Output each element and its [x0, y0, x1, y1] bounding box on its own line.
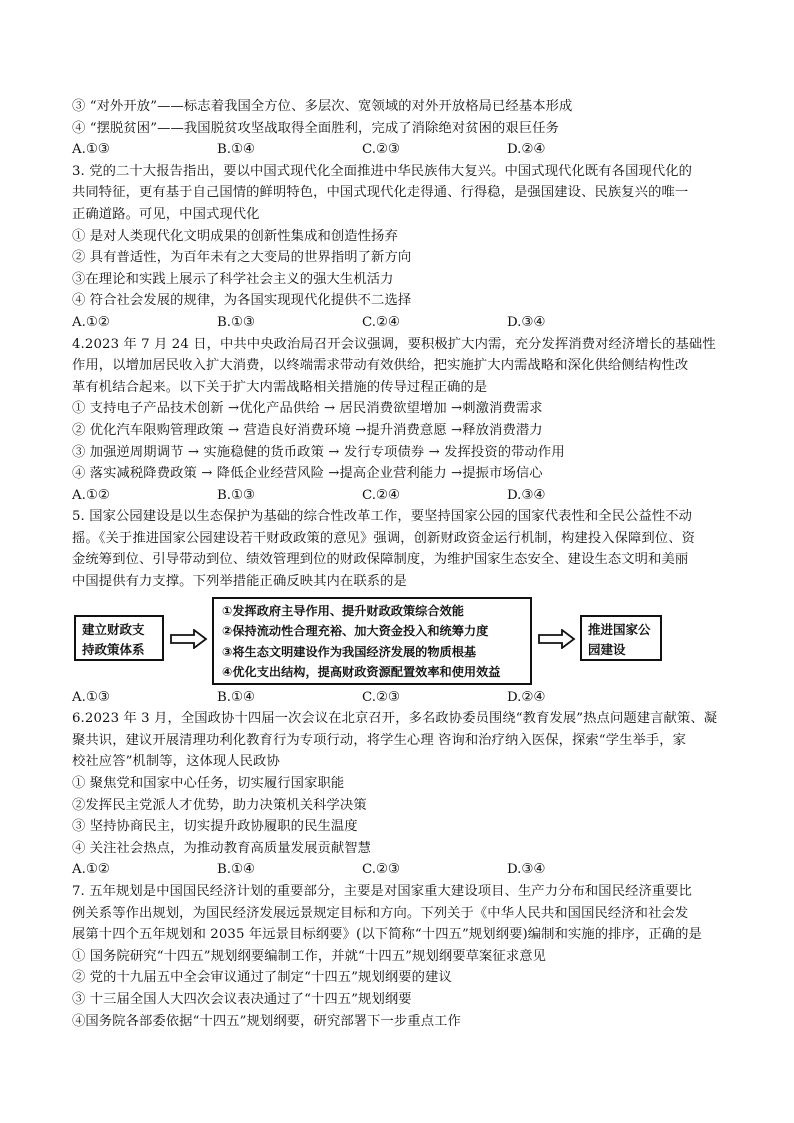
statement-item: ③ 加强逆周期调节 → 实施稳健的货币政策 → 发行专项债券 → 发挥投资的带动作用 — [72, 444, 565, 460]
question-stem: 展第十四个五年规划和 2035 年远景目标纲要》(以下简称“十四五”规划纲要)编制和实施的排序，正确的是 — [72, 927, 702, 943]
q2-options — [72, 139, 726, 161]
option-d[interactable]: D.③④ — [507, 487, 546, 503]
q4-options — [72, 485, 726, 507]
option-c[interactable]: C.②③ — [362, 862, 400, 878]
option-b[interactable]: B.①④ — [217, 689, 255, 705]
option-b[interactable]: B.①③ — [217, 314, 255, 330]
question-3 — [72, 161, 726, 334]
statement-item: ③ 坚持协商民主，切实提升政协履职的民生温度 — [72, 819, 358, 835]
question-stem: 4.2023 年 7 月 24 日，中共中央政治局召开会议强调，要积极扩大内需，充分发挥消费对经济增长的基础性 — [72, 336, 716, 352]
statement-item: ② 具有普适性，为百年未有之大变局的世界指明了新方向 — [72, 250, 412, 266]
statement-3-opening-up: ③ “对外开放”——标志着我国全方位、多层次、宽领域的对外开放格局已经基本形成 — [72, 99, 573, 114]
option-c[interactable]: C.②④ — [362, 314, 400, 330]
flow-measure-item: ④优化支出结构，提高财政资源配置效率和使用效益 — [222, 665, 501, 680]
flow-end-box: 推进国家公园建设 — [580, 615, 662, 661]
option-d[interactable]: D.③④ — [507, 314, 546, 330]
option-a[interactable]: A.①③ — [72, 142, 110, 158]
flow-measure-item: ③将生态文明建设作为我国经济发展的物质根基 — [222, 644, 477, 659]
question-stem: 革有机结合起来。以下关于扩大内需战略相关措施的传导过程正确的是 — [72, 379, 488, 395]
option-b[interactable]: B.①③ — [217, 487, 255, 503]
option-d[interactable]: D.③④ — [507, 862, 546, 878]
question-stem: 3. 党的二十大报告指出，要以中国式现代化全面推进中华民族伟大复兴。中国式现代化既有各国现代化的 — [72, 163, 693, 179]
question-stem: 中国提供有力支撑。下列举措能正确反映其内在联系的是 — [72, 574, 407, 590]
right-arrow-icon — [538, 629, 576, 649]
flow-measures-box — [212, 597, 532, 685]
question-stem: 摇。《关于推进国家公园建设若干财政政策的意见》强调，创新财政资金运行机制，构建投入保障到位、资 — [72, 530, 696, 546]
question-stem: 校社应答”机制等，这体现人民政协 — [72, 754, 280, 770]
option-c[interactable]: C.②③ — [362, 142, 400, 158]
option-b[interactable]: B.①④ — [217, 142, 255, 158]
flow-diagram — [72, 597, 726, 685]
question-stem: 作用，以增加居民收入扩大消费，以终端需求带动有效供给，把实施扩大内需战略和深化供给侧结构性改 — [72, 358, 689, 374]
question-4 — [72, 334, 726, 507]
option-a[interactable]: A.①② — [72, 862, 110, 878]
question-stem: 例关系等作出规划，为国民经济发展远景规定目标和方向。下列关于《中华人民共和国国民经济和社会发 — [72, 905, 689, 921]
flow-measure-item: ①发挥政府主导作用、提升财政政策综合效能 — [222, 603, 464, 618]
statement-item: ② 优化汽车限购管理政策 → 营造良好消费环境 →提升消费意愿 →释放消费潜力 — [72, 422, 543, 438]
question-stem: 正确道路。可见，中国式现代化 — [72, 206, 260, 222]
statement-item: ① 是对人类现代化文明成果的创新性集成和创造性扬弃 — [72, 228, 398, 244]
q3-options — [72, 312, 726, 334]
statement-item: ④ 符合社会发展的规律，为各国实现现代化提供不二选择 — [72, 293, 412, 309]
question-stem: 6.2023 年 3 月，全国政协十四届一次会议在北京召开，多名政协委员围绕“教育发展”热点问题建言献策、凝 — [72, 711, 718, 727]
option-b[interactable]: B.①④ — [217, 862, 255, 878]
question-7 — [72, 881, 726, 1032]
q6-options — [72, 859, 726, 881]
statement-item: ③在理论和实践上展示了科学社会主义的强大生机活力 — [72, 271, 394, 287]
question-stem: 聚共识，建议开展清理功利化教育行为专项行动，将学生心理 咨询和治疗纳入医保，探索“学生举手，家 — [72, 732, 687, 748]
statement-item: ④ 关注社会热点，为推动教育高质量发展贡献智慧 — [72, 840, 372, 856]
statement-item: ②发挥民主党派人才优势，助力决策机关科学决策 — [72, 797, 367, 813]
question-stem: 金统筹到位、引导带动到位、绩效管理到位的财政保障制度，为维护国家生态安全、建设生态文明和美丽 — [72, 552, 689, 568]
statement-item: ② 党的十九届五中全会审议通过了制定“十四五”规划纲要的建议 — [72, 970, 452, 986]
option-a[interactable]: A.①② — [72, 487, 110, 503]
flow-measure-item: ②保持流动性合理充裕、加大资金投入和统筹力度 — [222, 624, 489, 639]
question-stem: 共同特征，更有基于自己国情的鲜明特色，中国式现代化走得通、行得稳，是强国建设、民族复兴的唯一 — [72, 185, 689, 201]
option-c[interactable]: C.②④ — [362, 487, 400, 503]
option-a[interactable]: A.①② — [72, 314, 110, 330]
statement-item: ① 支持电子产品技术创新 →优化产品供给 → 居民消费欲望增加 →刺激消费需求 — [72, 401, 543, 417]
question-stem: 7. 五年规划是中国国民经济计划的重要部分，主要是对国家重大建设项目、生产力分布和国民经济重要比 — [72, 884, 693, 899]
option-d[interactable]: D.②④ — [507, 689, 546, 705]
exam-page — [72, 96, 726, 1032]
statement-item: ④国务院各部委依据“十四五”规划纲要，研究部署下一步重点工作 — [72, 1013, 461, 1029]
option-d[interactable]: D.②④ — [507, 142, 546, 158]
question-5 — [72, 506, 726, 708]
option-a[interactable]: A.①③ — [72, 689, 110, 705]
statement-item: ③ 十三届全国人大四次会议表决通过了“十四五”规划纲要 — [72, 991, 412, 1007]
statement-item: ① 国务院研究“十四五”规划纲要编制工作，并就“十四五”规划纲要草案征求意见 — [72, 948, 547, 964]
option-c[interactable]: C.②③ — [362, 689, 400, 705]
question-stem: 5. 国家公园建设是以生态保护为基础的综合性改革工作，要坚持国家公园的国家代表性和全民公益性不动 — [72, 509, 693, 525]
question-6 — [72, 708, 726, 881]
statement-item: ① 聚焦党和国家中心任务，切实履行国家职能 — [72, 776, 345, 792]
statement-item: ④ 落实减税降费政策 → 降低企业经营风险 →提高企业营利能力 →提振市场信心 — [72, 466, 543, 482]
flow-start-box: 建立财政支持政策体系 — [74, 615, 164, 661]
statement-4-poverty: ④ “摆脱贫困”——我国脱贫攻坚战取得全面胜利，完成了消除绝对贫困的艰巨任务 — [72, 120, 560, 136]
right-arrow-icon — [170, 629, 208, 649]
q5-options — [72, 687, 726, 709]
